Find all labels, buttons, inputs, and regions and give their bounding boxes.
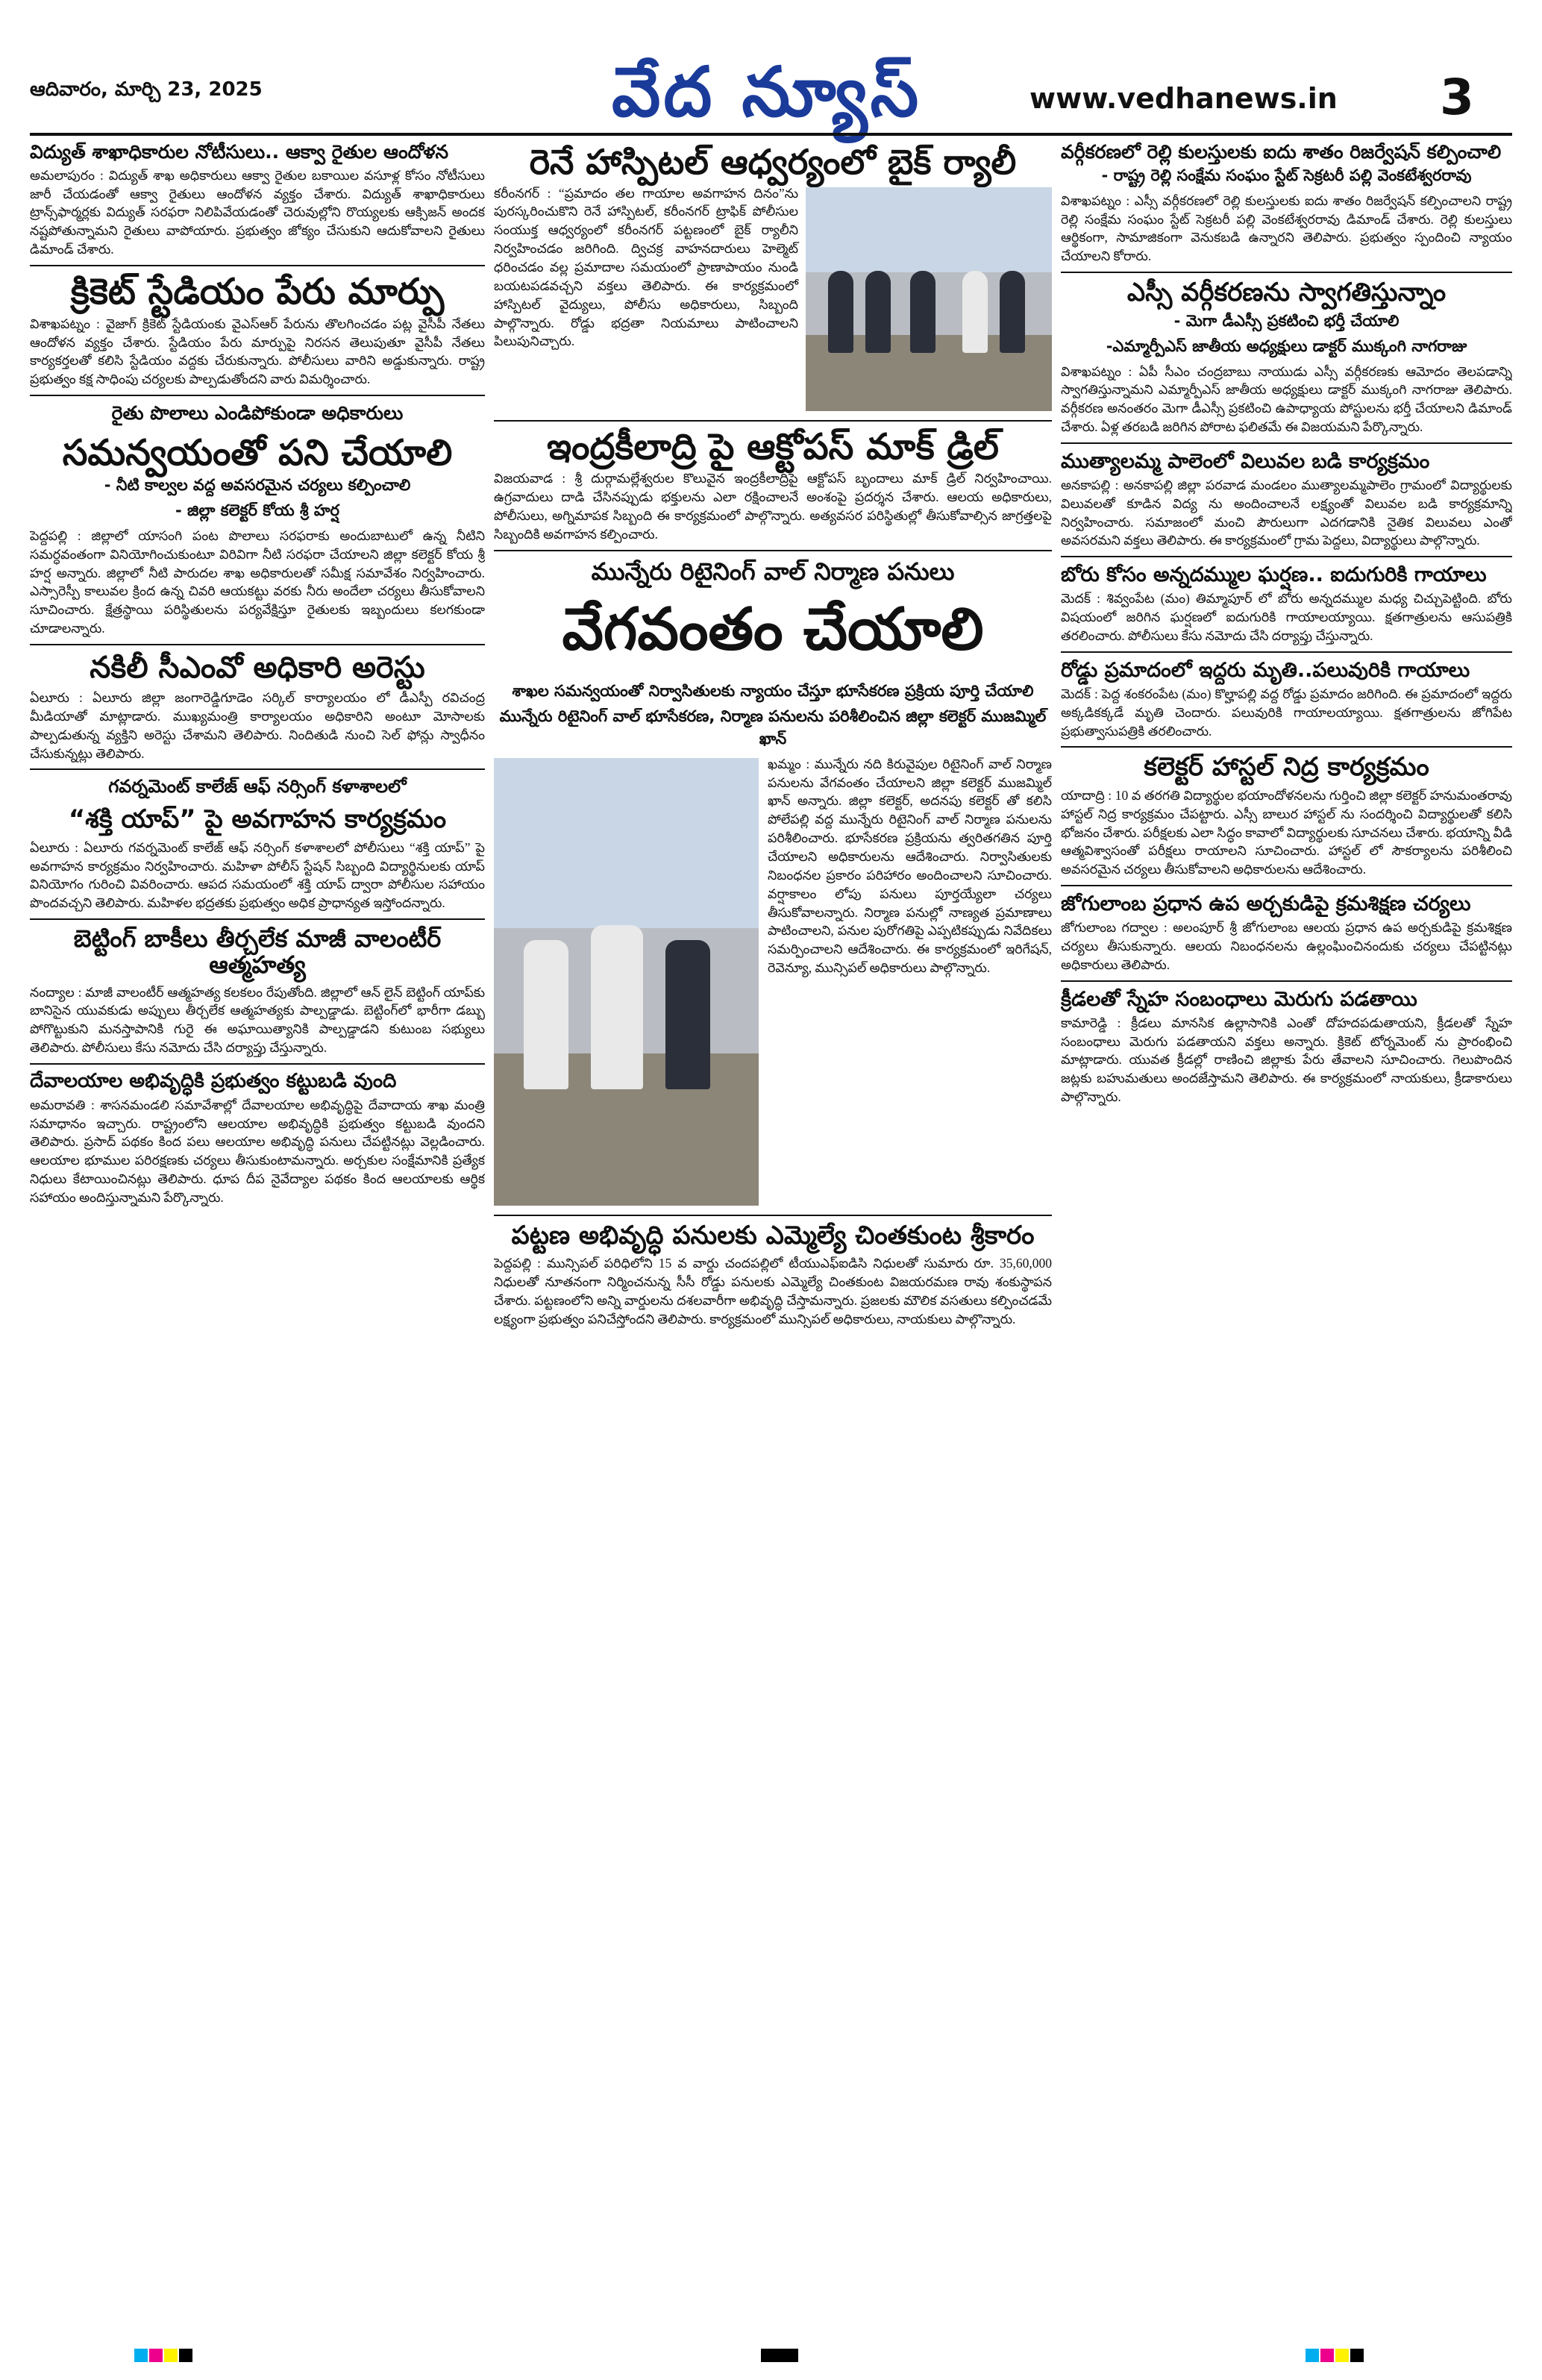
column-right	[1061, 139, 1512, 2347]
article-body: విశాఖపట్నం : ఎస్సీ వర్గీకరణలో రెల్లి కులస్తులకు ఐదు శాతం రిజర్వేషన్ కల్పించాలని రాష్ట్ర రెల్లి సంక్షేమ సంఘం స్టేట్ సెక్రటరీ పల్లి వెంకటేశ్వరరావు డిమాండ్ చేశారు. రెల్లి కులస్తులు ఆర్థికంగా, సామాజికంగా వెనుకబడి ఉన్నారని తెలిపారు. ప్రభుత్వం స్పందించి న్యాయం చేయాలని కోరారు.	[1061, 192, 1512, 264]
article-body: కామారెడ్డి : క్రీడలు మానసిక ఉల్లాసానికి ఎంతో దోహదపడుతాయని, క్రీడలతో స్నేహ సంబంధాలు మెరుగు పడతాయని వక్తలు అన్నారు. క్రికెట్ టోర్నమెంట్ ను ప్రారంభించి మాట్లాడారు. యువత క్రీడల్లో రాణించి జిల్లాకు పేరు తేవాలని సూచించారు. గెలుపొందిన జట్లకు బహుమతులు అందజేస్తామని తెలిపారు. ఈ కార్యక్రమంలో నాయకులు, క్రీడాకారులు పాల్గొన్నారు.	[1061, 1015, 1512, 1105]
divider	[30, 395, 485, 396]
article-body: కరీంనగర్ : “ప్రమాదం తల గాయాల అవగాహన దినం”ను పురస్కరించుకొని రెనే హాస్పిటల్, కరీంనగర్ ట్రాఫిక్ పోలీసుల సంయుక్త ఆధ్వర్యంలో కరీంనగర్ పట్టణంలో బైక్ ర్యాలీని నిర్వహించడం జరిగింది. ద్విచక్ర వాహనదారులు హెల్మెట్ ధరించడం వల్ల ప్రమాదాల సమయంలో ప్రాణాపాయం నుండి బయటపడవచ్చని వక్తలు తెలిపారు. ఈ కార్యక్రమంలో హాస్పిటల్ వైద్యులు, పోలీసు అధికారులు, సిబ్బంది పాల్గొన్నారు. రోడ్డు భద్రతా నియమాలు పాటించాలని పిలుపునిచ్చారు.	[494, 185, 798, 349]
headline: సమన్వయంతో పని చేయాలి	[62, 432, 453, 475]
article-body: మెదక్ : శివ్వంపేట (మం) తిమ్మాపూర్ లో బోరు అన్నదమ్ముల మధ్య చిచ్చుపెట్టింది. బోరు విషయంలో జరిగిన ఘర్షణలో ఐదుగురికి గాయాలయ్యాయి. క్షతగాత్రులను ఆసుపత్రికి తరలించారు. పోలీసులు కేసు నమోదు చేసి దర్యాప్తు చేస్తున్నారు.	[1061, 591, 1512, 644]
article-sc-classification	[1061, 279, 1512, 436]
article-body: యాదాద్రి : 10 వ తరగతి విద్యార్థుల భయాందోళనలను గుర్తించి జిల్లా కలెక్టర్ హనుమంతరావు హాస్టల్ నిద్ర కార్యక్రమం చేపట్టారు. ఎస్సీ బాలుర హాస్టల్ ను సందర్శించి విద్యార్థులతో కలిసి భోజనం చేశారు. పరీక్షలకు ఎలా సిద్ధం కావాలో విద్యార్థులకు సూచనలు చేశారు. భయాన్ని వీడి ఆత్మవిశ్వాసంతో పరీక్షలు రాయాలని సూచించారు. హాస్టల్ లో సౌకర్యాలను పరిశీలించి అవసరమైన చర్యలు తీసుకోవాలని అధికారులను ఆదేశించారు.	[1061, 787, 1512, 877]
headline: జోగులాంబ ప్రధాన ఉప అర్చకుడిపై క్రమశిక్షణ చర్యలు	[1061, 892, 1471, 916]
divider	[1061, 746, 1512, 748]
article-retaining-wall	[494, 557, 1052, 1209]
divider	[1061, 272, 1512, 273]
article-relli-reservation	[1061, 142, 1512, 266]
byline: - జిల్లా కలెక్టర్ కోయ శ్రీ హర్ష	[175, 501, 339, 519]
masthead-rule	[30, 133, 1512, 136]
article-body: పెద్దపల్లి : జిల్లాలో యాసంగి పంట పొలాలు సరఫరాకు అందుబాటులో ఉన్న నీటిని సమర్ధవంతంగా వినియోగించుకుంటూ విరివిగా నీటి సరఫరా చేయాలని జిల్లా కలెక్టర్ కోయ శ్రీ హర్ష అన్నారు. జిల్లాలో నీటి పారుదల శాఖ అధికారులతో సమీక్ష సమావేశం నిర్వహించారు. ఎస్సారెస్పీ కాలువల క్రింద ఉన్న చివరి ఆయకట్టు వరకు నీరు అందేలా చర్యలు తీసుకోవాలని సూచించారు. క్షేత్రస్థాయి పరిస్థితులను పర్యవేక్షిస్తూ రైతులకు ఇబ్బందులు కలగకుండా చూడాలన్నారు.	[30, 527, 485, 636]
subheadline: శాఖల సమన్వయంతో నిర్వాసితులకు న్యాయం చేస్తూ భూసేకరణ ప్రక్రియ పూర్తి చేయాలి	[512, 681, 1034, 700]
article-body: విశాఖపట్నం : ఏపీ సీఎం చంద్రబాబు నాయుడు ఎస్సీ వర్గీకరణకు ఆమోదం తెలపడాన్ని స్వాగతిస్తున్నామని ఎమ్మార్పీఎస్ జాతీయ అధ్యక్షులు డాక్టర్ ముక్కంగి నాగరాజు తెలిపారు. వర్గీకరణ అనంతరం మెగా డీఎస్సీ ప్రకటించి ఉపాధ్యాయ పోస్టులను భర్తీ చేయాలని డిమాండ్ చేశారు. ఏళ్ల తరబడి జరిగిన పోరాట ఫలితమే ఈ విజయమని పేర్కొన్నారు.	[1061, 363, 1512, 435]
website-url[interactable]: www.vedhanews.in	[1029, 82, 1338, 115]
subheadline: - రాష్ట్ర రెల్లి సంక్షేమ సంఘం స్టేట్ సెక్రటరీ పల్లి వెంకటేశ్వరరావు	[1101, 166, 1472, 184]
headline: విద్యుత్ శాఖాధికారుల నోటీసులు.. ఆక్వా రైతుల ఆందోళన	[30, 141, 449, 163]
headline: రోడ్డు ప్రమాదంలో ఇద్దరు మృతి..పలువురికి గాయాలు	[1061, 658, 1470, 682]
article-sports	[1061, 988, 1512, 1106]
divider	[494, 1215, 1052, 1216]
article-coordination	[30, 402, 485, 638]
column-middle	[494, 139, 1052, 2347]
article-octopus-drill	[494, 425, 1052, 544]
headline: పట్టణ అభివృద్ధి పనులకు ఎమ్మెల్యే చింతకుంట శ్రీకారం	[511, 1220, 1035, 1250]
article-cricket-stadium	[30, 272, 485, 389]
article-town-development	[494, 1222, 1052, 1329]
divider	[30, 1063, 485, 1065]
divider	[1061, 556, 1512, 557]
article-body: అమలాపురం : విద్యుత్ శాఖ అధికారులు ఆక్వా రైతుల బకాయిల వసూళ్ల కోసం నోటీసులు జారీ చేయడంతో ఆక్వా రైతులు ఆందోళన వ్యక్తం చేశారు. విద్యుత్ శాఖాధికారులు ట్రాన్స్‌ఫార్మర్లకు విద్యుత్ సరఫరా నిలిపివేయడంతో చెరువుల్లోని రొయ్యలకు ఆక్సిజన్ అందక నష్టపోతున్నామని రైతులు వాపోయారు. ప్రభుత్వం జోక్యం చేసుకుని ఆదుకోవాలని రైతులు డిమాండ్ చేశారు.	[30, 167, 485, 257]
article-body: అమరావతి : శాసనమండలి సమావేశాల్లో దేవాలయాల అభివృద్ధిపై దేవాదాయ శాఖ మంత్రి సమాధానం ఇచ్చారు. రాష్ట్రంలోని ఆలయాల అభివృద్ధికి ప్రభుత్వం కట్టుబడి వుందని తెలిపారు. ప్రసాద్ పథకం కింద పలు ఆలయాల అభివృద్ధి పనులు చేపట్టినట్లు వెల్లడించారు. ఆలయాల భూముల పరిరక్షణకు చర్యలు తీసుకుంటామన్నారు. అర్చకుల సంక్షేమానికి ప్రత్యేక నిధులు కేటాయించినట్లు తెలిపారు. ధూప దీప నైవేద్యాల పథకం కింద ఆలయాలకు ఆర్థిక సహాయం అందిస్తున్నామని పేర్కొన్నారు.	[30, 1097, 485, 1205]
divider	[30, 918, 485, 920]
subheadline: - నీటి కాల్వల వద్ద అవసరమైన చర్యలు కల్పించాలి	[104, 475, 411, 494]
divider	[30, 644, 485, 645]
headline: “శక్తి యాప్” పై అవగాహన కార్యక్రమం	[68, 804, 447, 835]
article-shakti-app	[30, 776, 485, 912]
headline: ముత్యాలమ్మ పాలెంలో విలువల బడి కార్యక్రమం	[1061, 449, 1430, 473]
article-body: అనకాపల్లి : అనకాపల్లి జిల్లా పరవాడ మండలం ముత్యాలమ్మపాలెం గ్రామంలో విద్యార్థులకు విలువలతో కూడిన విద్య ను అందించాలనే లక్ష్యంతో విలువల బడి కార్యక్రమాన్ని నిర్వహించారు. సమాజంలో మంచి పౌరులుగా ఎదగడానికి నైతిక విలువలు ఎంతో అవసరమని వక్తలు తెలిపారు. ఈ కార్యక్రమంలో గ్రామ పెద్దలు, విద్యార్థులు పాల్గొన్నారు.	[1061, 477, 1512, 548]
kicker: గవర్నమెంట్ కాలేజ్ ఆఫ్ నర్సింగ్ కళాశాలలో	[108, 776, 407, 798]
divider	[30, 265, 485, 266]
article-body: నంద్యాల : మాజీ వాలంటీర్ ఆత్మహత్య కలకలం రేపుతోంది. జిల్లాలో ఆన్ లైన్ బెట్టింగ్ యాప్‌కు బానిసైన యువకుడు అప్పులు తీర్చలేక ఆత్మహత్యకు పాల్పడ్డాడు. బెట్టింగ్‌లో భారీగా డబ్బు పోగొట్టుకుని మనస్తాపానికి గురై ఈ అఘాయిత్యానికి పాల్పడ్డాడని కుటుంబ సభ్యులు తెలిపారు. పోలీసులు కేసు నమోదు చేసి దర్యాప్తు చేస్తున్నారు.	[30, 984, 485, 1056]
article-body: జోగులాంబ గద్వాల : అలంపూర్ శ్రీ జోగులాంబ ఆలయ ప్రధాన ఉప అర్చకుడిపై క్రమశిక్షణ చర్యలు తీసుకున్నారు. ఆలయ నిబంధనలను ఉల్లంఘించినందుకు చర్యలు చేపట్టినట్లు అధికారులు తెలిపారు.	[1061, 920, 1512, 972]
article-body: ఖమ్మం : మున్నేరు నది కిరువైపుల రిటైనింగ్ వాల్ నిర్మాణ పనులను వేగవంతం చేయాలని జిల్లా కలెక్టర్ ముజమ్మిల్ ఖాన్ అన్నారు. జిల్లా కలెక్టర్, అదనపు కలెక్టర్ తో కలిసి పోలేపల్లి వద్ద మున్నేరు రిటైనింగ్ వాల్ నిర్మాణ పనులను పరిశీలించారు. భూసేకరణ ప్రక్రియను త్వరితగతిన పూర్తి చేయాలని అధికారులను ఆదేశించారు. నిర్వాసితులకు నిబంధనల ప్రకారం పరిహారం అందించాలని సూచించారు. వర్షాకాలం లోపు పనులు పూర్తయ్యేలా చర్యలు తీసుకోవాలన్నారు. నిర్మాణ పనుల్లో నాణ్యత ప్రమాణాలు పాటించాలని, పనుల పురోగతిపై ఎప్పటికప్పుడు నివేదికలు సమర్పించాలని ఆదేశించారు. ఈ కార్యక్రమంలో ఇరిగేషన్, రెవెన్యూ, మున్సిపల్ అధికారులు పాల్గొన్నారు.	[768, 756, 1052, 976]
article-collector-hostel	[1061, 754, 1512, 879]
article-values-school	[1061, 450, 1512, 550]
rally-photo	[806, 187, 1052, 411]
article-road-accident	[1061, 659, 1512, 741]
article-bore-clash	[1061, 563, 1512, 645]
divider	[1061, 651, 1512, 653]
article-betting-suicide	[30, 926, 485, 1057]
article-body: ఏలూరు : ఏలూరు జిల్లా జంగారెడ్డిగూడెం సర్కిల్ కార్యాలయం లో డీఎస్పీ రవిచంద్ర మీడియాతో మాట్లాడారు. ముఖ్యమంత్రి కార్యాలయం అధికారిని అంటూ మోసాలకు పాల్పడుతున్న వ్యక్తిని అరెస్టు చేశామని తెలిపారు. నిందితుడి నుంచి సెల్ ఫోన్లు స్వాధీనం చేసుకున్నట్లు తెలిపారు.	[30, 690, 485, 761]
byline: -ఎమ్మార్పీఎస్ జాతీయ అధ్యక్షులు డాక్టర్ ముక్కంగి నాగరాజు	[1106, 336, 1467, 355]
article-body: ఏలూరు : ఏలూరు గవర్నమెంట్ కాలేజ్ ఆఫ్ నర్సింగ్ కళాశాలలో పోలీసులు “శక్తి యాప్” పై అవగాహన కార్యక్రమం నిర్వహించారు. మహిళా పోలీస్ స్టేషన్ సిబ్బంది విద్యార్థినులకు యాప్ వినియోగం గురించి వివరించారు. ఆపద సమయంలో శక్తి యాప్ ద్వారా పోలీసుల సహాయం పొందవచ్చని తెలిపారు. మహిళల భద్రతకు ప్రభుత్వం అధిక ప్రాధాన్యత ఇస్తోందన్నారు.	[30, 839, 485, 911]
divider	[1061, 442, 1512, 444]
headline: వేగవంతం చేయాలి	[562, 595, 984, 663]
issue-date: ఆదివారం, మార్చి 23, 2025	[30, 78, 263, 101]
divider	[494, 420, 1052, 422]
headline: దేవాలయాల అభివృద్ధికి ప్రభుత్వం కట్టుబడి వుంది	[30, 1069, 397, 1092]
headline: నకిలీ సీఎంవో అధికారి అరెస్టు	[90, 651, 425, 685]
article-bike-rally	[494, 143, 1052, 414]
page-number: 3	[1440, 69, 1474, 126]
headline: కలెక్టర్ హాస్టల్ నిద్ర కార్యక్రమం	[1144, 752, 1429, 783]
kicker: మున్నేరు రిటైనింగ్ వాల్ నిర్మాణ పనులు	[591, 557, 955, 586]
headline: వర్గీకరణలో రెల్లి కులస్తులకు ఐదు శాతం రిజర్వేషన్ కల్పించాలి	[1061, 141, 1502, 163]
headline: రెనే హాస్పిటల్ ఆధ్వర్యంలో బైక్ ర్యాలీ	[529, 142, 1017, 182]
headline: బెట్టింగ్ బాకీలు తీర్చలేక మాజీ వాలంటీర్ ఆత్మహత్య	[73, 924, 442, 980]
article-temples	[30, 1071, 485, 1207]
divider	[1061, 885, 1512, 886]
headline: ఎస్సీ వర్గీకరణను స్వాగతిస్తున్నాం	[1126, 278, 1447, 308]
headline: క్రికెట్ స్టేడియం పేరు మార్పు	[70, 270, 445, 313]
article-jogulamba	[1061, 892, 1512, 974]
divider	[1061, 980, 1512, 982]
masthead	[0, 0, 1542, 138]
divider	[30, 768, 485, 770]
article-body: విజయవాడ : శ్రీ దుర్గామల్లేశ్వరుల కొలువైన ఇంద్రకీలాద్రిపై ఆక్టోపస్ బృందాలు మాక్ డ్రిల్ నిర్వహించాయి. ఉగ్రవాదులు దాడి చేసినప్పుడు భక్తులను ఎలా రక్షించాలనే అంశంపై ప్రదర్శన చేశారు. ఆలయ అధికారులు, పోలీసులు, అగ్నిమాపక సిబ్బంది ఈ కార్యక్రమంలో పాల్గొన్నారు. అత్యవసర పరిస్థితుల్లో తీసుకోవాల్సిన జాగ్రత్తలపై సిబ్బందికి అవగాహన కల్పించారు.	[494, 471, 1052, 542]
subheadline: మున్నేరు రిటైనింగ్ వాల్ భూసేకరణ, నిర్మాణ పనులను పరిశీలించిన జిల్లా కలెక్టర్ ముజమ్మిల్ ఖాన్	[499, 707, 1047, 748]
article-body: మెదక్ : పెద్ద శంకరంపేట (మం) కొల్హాపల్లి వద్ద రోడ్డు ప్రమాదం జరిగింది. ఈ ప్రమాదంలో ఇద్దరు అక్కడికక్కడే మృతి చెందారు. పలువురికి గాయాలయ్యాయి. క్షతగాత్రులను జోగిపేట ప్రభుత్వాసుపత్రికి తరలించారు.	[1061, 686, 1512, 739]
headline: క్రీడలతో స్నేహ సంబంధాలు మెరుగు పడతాయి	[1061, 987, 1417, 1011]
headline: ఇంద్రకీలాద్రి పై ఆక్టోపస్ మాక్ డ్రిల్	[547, 425, 999, 468]
article-fake-cmo	[30, 651, 485, 762]
kicker: రైతు పొలాలు ఎండిపోకుండా అధికారులు	[111, 402, 404, 425]
divider	[494, 550, 1052, 551]
article-body: పెద్దపల్లి : మున్సిపల్ పరిధిలోని 15 వ వార్డు చందపల్లిలో టీయుఎఫ్ఐడిసి నిధులతో సుమారు రూ. 35,60,000 నిధులతో నూతనంగా నిర్మించనున్న సీసీ రోడ్డు పనులకు ఎమ్మెల్యే చింతకుంట విజయరమణ రావు శంకుస్థాపన చేశారు. పట్టణంలోని అన్ని వార్డులను దశలవారీగా అభివృద్ధి చేస్తామన్నారు. ప్రజలకు మౌలిక వసతులు కల్పించడమే లక్ష్యంగా ప్రభుత్వం పనిచేస్తోందని తెలిపారు. కార్యక్రమంలో మున్సిపల్ అధికారులు, నాయకులు పాల్గొన్నారు.	[494, 1256, 1052, 1327]
subheadline: - మెగా డీఎస్సీ ప్రకటించి భర్తీ చేయాలి	[1173, 311, 1400, 330]
article-power-notices	[30, 142, 485, 259]
collector-inspection-photo	[494, 758, 759, 1206]
article-body: విశాఖపట్నం : వైజాగ్ క్రికెట్ స్టేడియంకు వైఎస్ఆర్ పేరును తొలగించడం పట్ల వైసీపీ నేతలు ఆందోళన వ్యక్తం చేశారు. స్టేడియం పేరు మార్పుపై నిరసన తెలుపుతూ వైసీపీ నేతలు కార్యకర్తలతో కలిసి స్టేడియం వద్దకు చేరుకున్నారు. పోలీసులు వారిని అడ్డుకున్నారు. రాష్ట్ర ప్రభుత్వం కక్ష సాధింపు చర్యలకు పాల్పడుతోందని వారు విమర్శించారు.	[30, 316, 485, 387]
column-left	[30, 139, 485, 2347]
newspaper-logo: వేద న్యూస్	[612, 52, 922, 132]
headline: బోరు కోసం అన్నదమ్ముల ఘర్షణ.. ఐదుగురికి గాయాలు	[1061, 563, 1487, 587]
